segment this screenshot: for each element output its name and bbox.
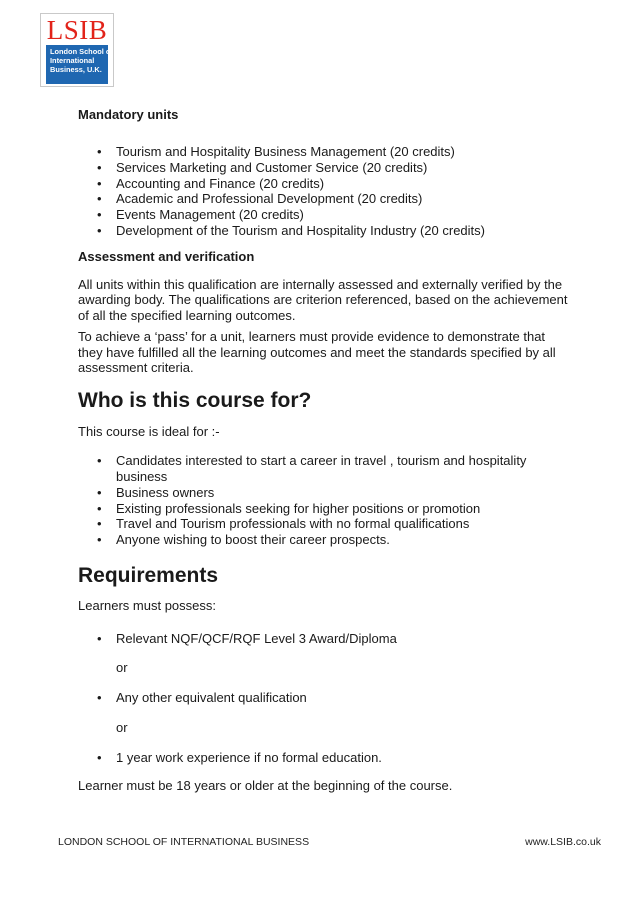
mandatory-units-list (78, 144, 568, 239)
logo-title: LSIB (46, 15, 108, 45)
bullet-icon: • (97, 484, 102, 500)
requirements-list (78, 690, 568, 706)
bullet-icon: • (97, 690, 102, 706)
bullet-icon: • (97, 453, 102, 469)
age-requirement: Learner must be 18 years or older at the beginning of the course. (78, 777, 453, 793)
bullet-icon: • (97, 630, 102, 646)
who-intro: This course is ideal for :- (78, 423, 220, 439)
list-item: • Any other equivalent qualification (97, 690, 307, 706)
bullet-icon: • (97, 516, 102, 532)
pass-criteria-paragraph: To achieve a ‘pass’ for a unit, learners must provide evidence to demonstrate that they have fulfilled all the learning outcomes and meet the standards specified by all assessment criteria. (78, 329, 556, 376)
list-item: • Events Management (20 credits) (97, 207, 304, 223)
list-item: • Anyone wishing to boost their career prospects. (97, 532, 390, 548)
list-item: • Existing professionals seeking for higher positions or promotion (97, 500, 481, 516)
list-item: • Academic and Professional Development (20 credits) (97, 191, 423, 207)
bullet-icon: • (97, 222, 102, 238)
requirements-list (78, 750, 568, 766)
bullet-icon: • (97, 500, 102, 516)
bullet-icon: • (97, 191, 102, 207)
footer-school-name: LONDON SCHOOL OF INTERNATIONAL BUSINESS (58, 836, 310, 848)
list-item: • Relevant NQF/QCF/RQF Level 3 Award/Diploma (97, 630, 397, 646)
logo-line: Business, U.K. (50, 65, 102, 74)
lsib-logo (40, 13, 114, 87)
audience-list (78, 453, 568, 548)
list-item: • Services Marketing and Customer Service (20 credits) (97, 159, 428, 175)
bullet-icon: • (97, 175, 102, 191)
bullet-icon: • (97, 144, 102, 159)
bullet-icon: • (97, 532, 102, 548)
assessment-heading: Assessment and verification (78, 248, 255, 264)
list-item: • Tourism and Hospitality Business Management (20 credits) (97, 144, 455, 159)
logo-line: International (50, 56, 95, 65)
bullet-icon: • (97, 207, 102, 223)
or-separator: or (116, 720, 128, 736)
requirements-intro: Learners must possess: (78, 598, 217, 614)
bullet-icon: • (97, 159, 102, 175)
bullet-icon: • (97, 750, 102, 766)
list-item: • Business owners (97, 484, 215, 500)
list-item: • Candidates interested to start a career in travel , tourism and hospitality business (97, 453, 527, 485)
who-is-this-for-heading: Who is this course for? (78, 388, 312, 412)
requirements-heading: Requirements (78, 564, 219, 588)
page-footer (58, 836, 601, 848)
list-item: • Development of the Tourism and Hospitality Industry (20 credits) (97, 222, 485, 238)
list-item: • 1 year work experience if no formal education. (97, 750, 382, 766)
requirements-list (78, 631, 568, 647)
footer-website-link[interactable]: www.LSIB.co.uk (525, 836, 601, 848)
list-item: • Accounting and Finance (20 credits) (97, 175, 325, 191)
list-item: • Travel and Tourism professionals with no formal qualifications (97, 516, 470, 532)
document-body (78, 107, 568, 793)
mandatory-units-heading: Mandatory units (78, 107, 179, 122)
or-separator: or (116, 660, 128, 676)
logo-subtitle-box (46, 45, 113, 84)
assessment-paragraph: All units within this qualification are internally assessed and externally verified by the awarding body. The qualifications are criterion referenced, based on the achievement of all the specified learning outcomes. (78, 276, 568, 323)
logo-line: London School of (50, 47, 113, 56)
